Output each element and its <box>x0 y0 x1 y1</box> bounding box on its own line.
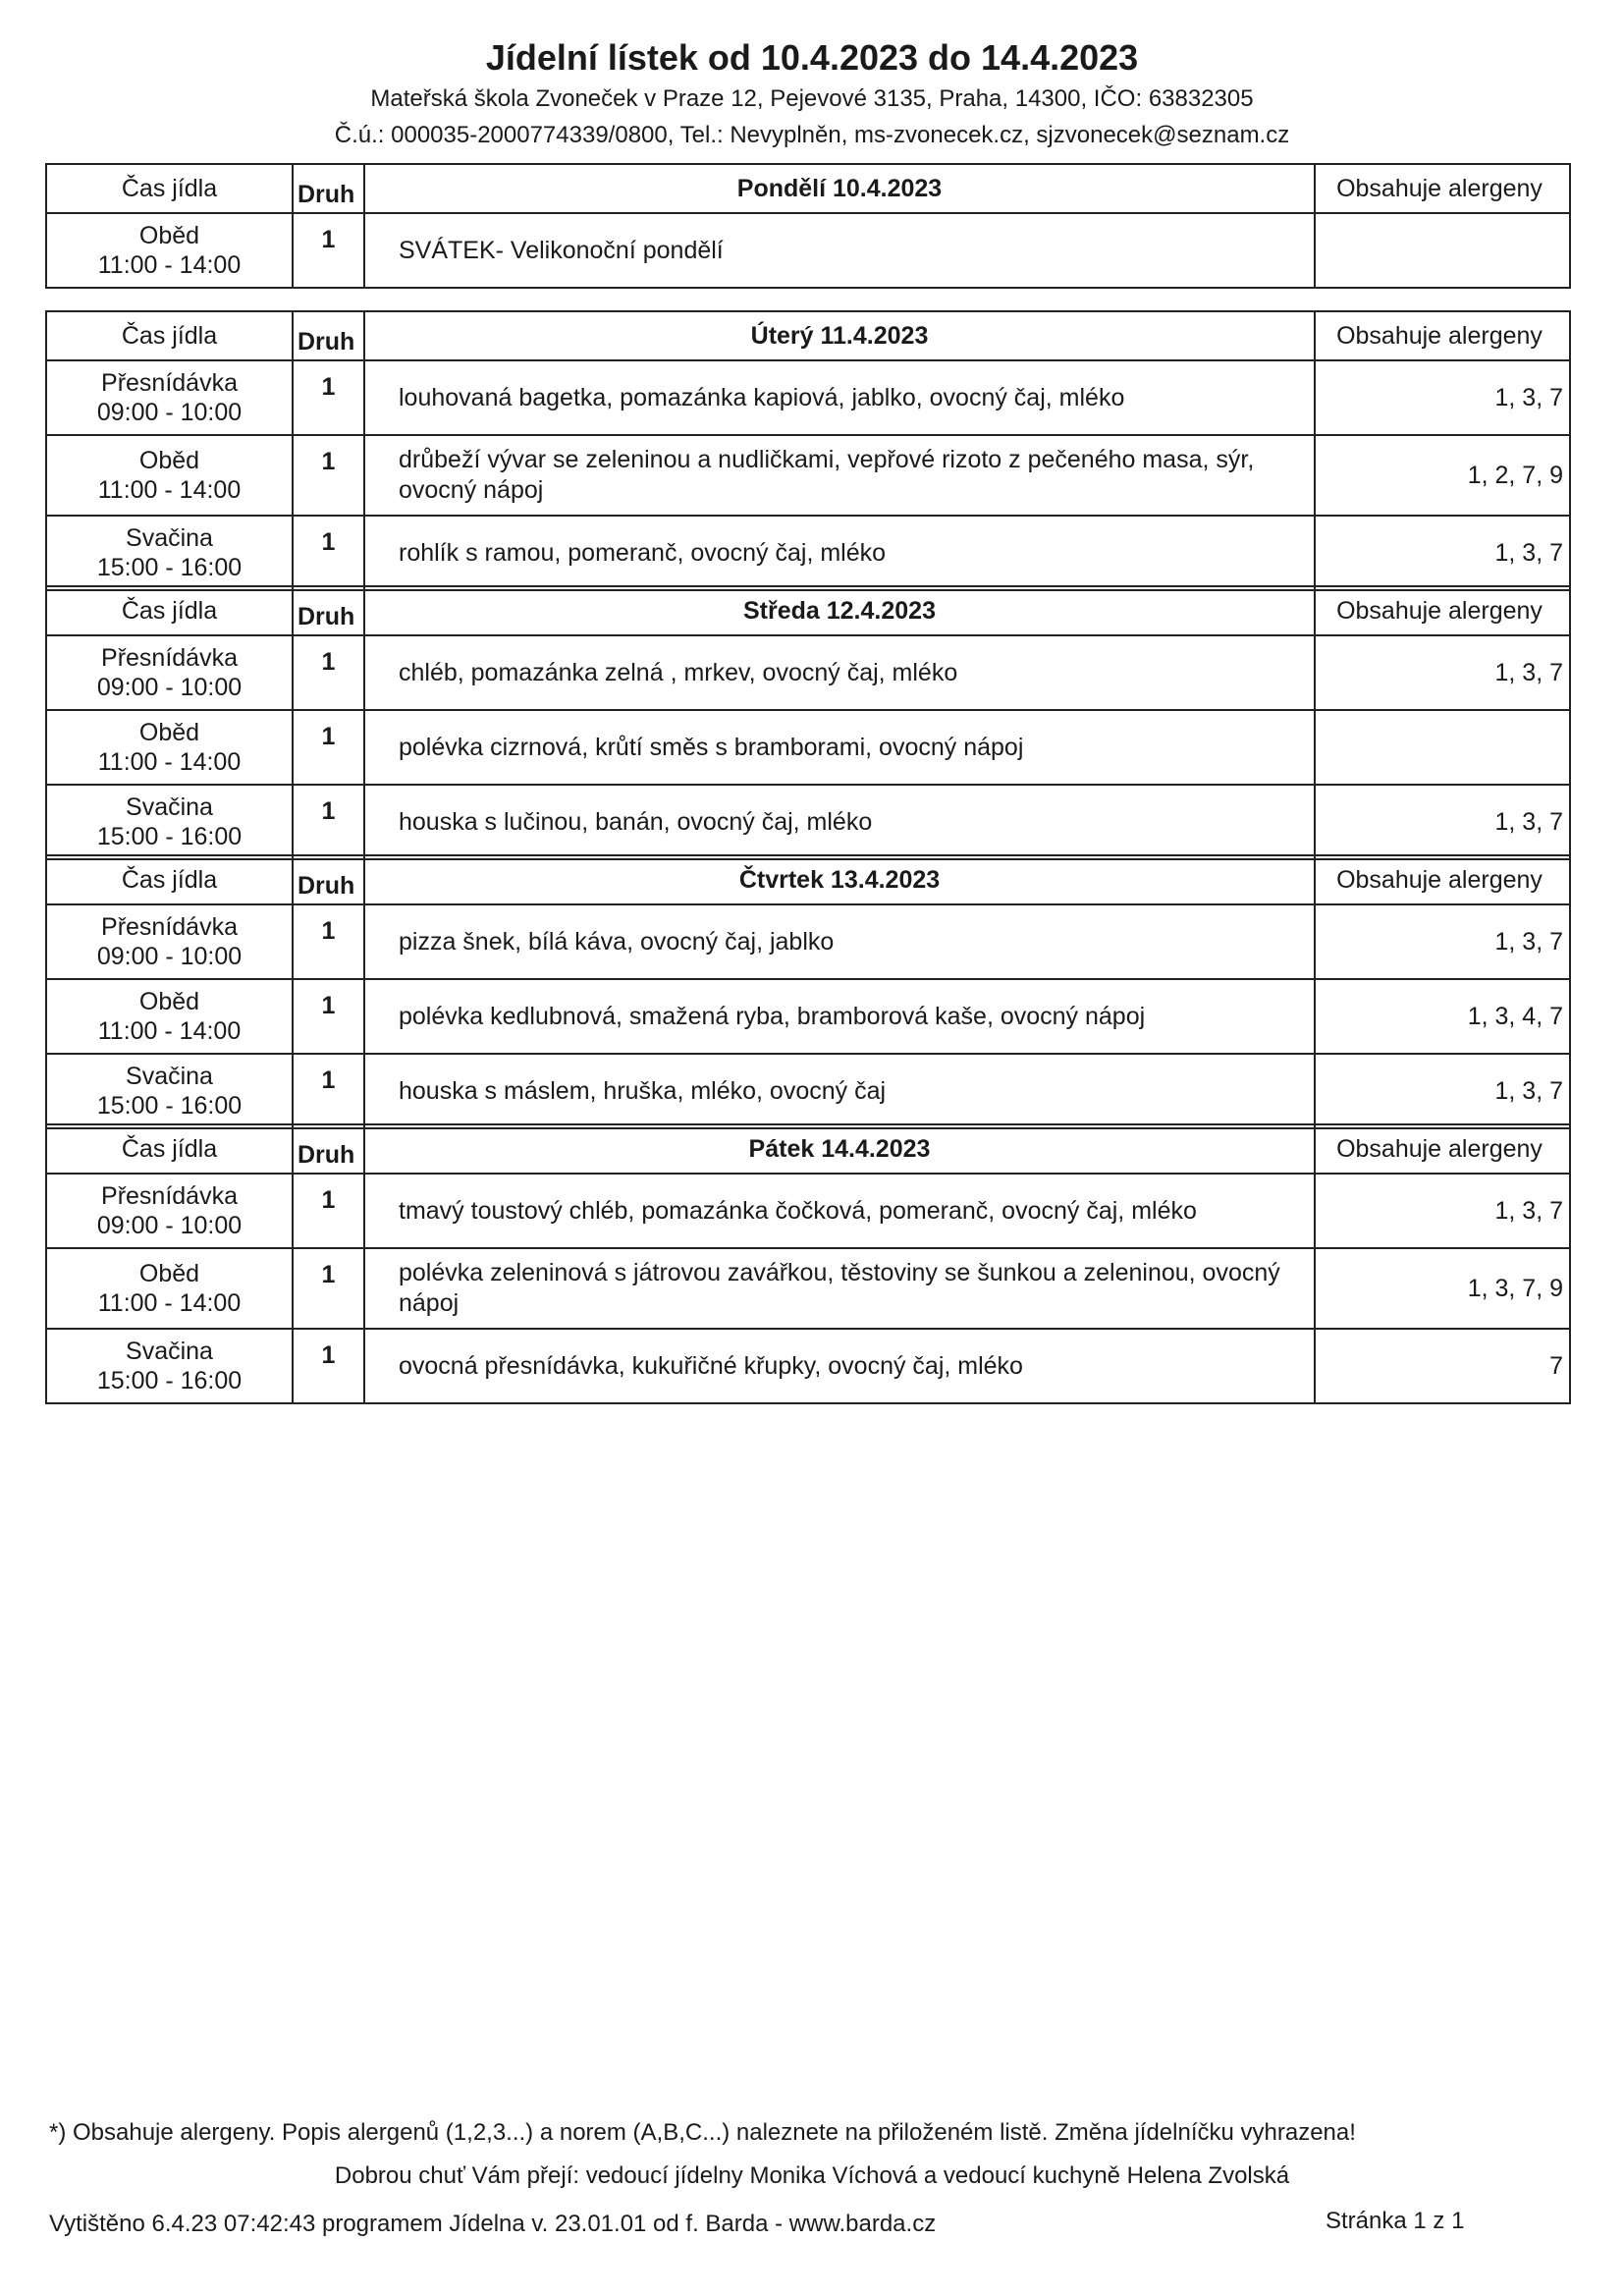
meal-time: 15:00 - 16:00 <box>96 1367 243 1394</box>
meal-row <box>46 979 1570 1054</box>
meal-menu: drůbeží vývar se zeleninou a nudličkami, vepřové rizoto z pečeného masa, sýr, ovocný nápoj <box>364 435 1315 516</box>
meal-allergens: 7 <box>1315 1329 1570 1403</box>
meal-row <box>46 1174 1570 1248</box>
col-allergens-header: Obsahuje alergeny <box>1315 311 1570 360</box>
col-time-header: Čas jídla <box>46 164 293 213</box>
day-date: Úterý 11.4.2023 <box>364 311 1315 360</box>
day-table-tuesday <box>45 310 1571 591</box>
meal-name: Oběd <box>138 719 200 746</box>
meal-allergens: 1, 3, 7 <box>1315 516 1570 590</box>
meal-time: 11:00 - 14:00 <box>97 1289 242 1317</box>
meal-time: 09:00 - 10:00 <box>96 943 243 970</box>
meal-name: Svačina <box>126 1338 213 1365</box>
day-header-row <box>46 164 1570 213</box>
meal-menu: polévka zeleninová s játrovou zavářkou, těstoviny se šunkou a zeleninou, ovocný nápoj <box>364 1248 1315 1329</box>
meal-kind: 1 <box>293 1174 364 1248</box>
meal-allergens: 1, 2, 7, 9 <box>1315 435 1570 516</box>
meal-row <box>46 710 1570 785</box>
meal-time-cell <box>46 979 293 1054</box>
meal-time: 11:00 - 14:00 <box>97 748 242 776</box>
meal-allergens: 1, 3, 7 <box>1315 1054 1570 1128</box>
meal-time-cell <box>46 785 293 859</box>
meal-row <box>46 435 1570 516</box>
meal-kind: 1 <box>293 1248 364 1329</box>
meal-row <box>46 785 1570 859</box>
day-table-friday <box>45 1123 1571 1404</box>
meal-time-cell <box>46 1329 293 1403</box>
meal-time-cell <box>46 360 293 435</box>
day-date: Čtvrtek 13.4.2023 <box>364 855 1315 904</box>
meal-kind: 1 <box>293 904 364 979</box>
meal-time-cell <box>46 1054 293 1128</box>
col-allergens-header: Obsahuje alergeny <box>1315 1124 1570 1174</box>
meal-time: 09:00 - 10:00 <box>96 1212 243 1239</box>
meal-time-cell <box>46 635 293 710</box>
meal-time-cell <box>46 1248 293 1329</box>
meal-row <box>46 360 1570 435</box>
meal-menu: ovocná přesnídávka, kukuřičné křupky, ovocný čaj, mléko <box>364 1329 1315 1403</box>
meal-time: 15:00 - 16:00 <box>96 823 243 850</box>
col-allergens-header: Obsahuje alergeny <box>1315 855 1570 904</box>
meal-name: Svačina <box>126 524 213 552</box>
meal-name: Oběd <box>138 222 200 249</box>
meal-kind: 1 <box>293 979 364 1054</box>
meal-allergens: 1, 3, 7 <box>1315 785 1570 859</box>
meal-kind: 1 <box>293 785 364 859</box>
contact-info: Č.ú.: 000035-2000774339/0800, Tel.: Nevyplněn, ms-zvonecek.cz, sjzvonecek@seznam.cz <box>334 122 1290 148</box>
meal-row <box>46 635 1570 710</box>
day-date: Pátek 14.4.2023 <box>364 1124 1315 1174</box>
meal-time-cell <box>46 710 293 785</box>
col-allergens-header: Obsahuje alergeny <box>1315 164 1570 213</box>
meal-time-cell <box>46 904 293 979</box>
meal-name: Přesnídávka <box>101 913 238 941</box>
meal-allergens: 1, 3, 4, 7 <box>1315 979 1570 1054</box>
page-number: Stránka 1 z 1 <box>1326 2208 1465 2234</box>
col-kind-header: Druh <box>293 855 364 904</box>
meal-row <box>46 1054 1570 1128</box>
day-header-row <box>46 586 1570 635</box>
col-time-header: Čas jídla <box>46 855 293 904</box>
meal-allergens: 1, 3, 7, 9 <box>1315 1248 1570 1329</box>
meal-time: 11:00 - 14:00 <box>97 476 242 504</box>
meal-row <box>46 1329 1570 1403</box>
meal-name: Oběd <box>138 988 200 1015</box>
meal-menu: houska s máslem, hruška, mléko, ovocný čaj <box>364 1054 1315 1128</box>
meal-time: 09:00 - 10:00 <box>96 674 243 701</box>
meal-menu: SVÁTEK- Velikonoční pondělí <box>364 213 1315 288</box>
meal-menu: louhovaná bagetka, pomazánka kapiová, jablko, ovocný čaj, mléko <box>364 360 1315 435</box>
day-date: Pondělí 10.4.2023 <box>364 164 1315 213</box>
meal-time: 11:00 - 14:00 <box>97 251 242 279</box>
col-time-header: Čas jídla <box>46 586 293 635</box>
meal-menu: rohlík s ramou, pomeranč, ovocný čaj, mléko <box>364 516 1315 590</box>
col-kind-header: Druh <box>293 586 364 635</box>
meal-row <box>46 516 1570 590</box>
day-date: Středa 12.4.2023 <box>364 586 1315 635</box>
meal-menu: chléb, pomazánka zelná , mrkev, ovocný čaj, mléko <box>364 635 1315 710</box>
col-time-header: Čas jídla <box>46 1124 293 1174</box>
col-kind-header: Druh <box>293 311 364 360</box>
meal-kind: 1 <box>293 1054 364 1128</box>
meal-allergens <box>1315 213 1570 288</box>
meal-menu: polévka kedlubnová, smažená ryba, bramborová kaše, ovocný nápoj <box>364 979 1315 1054</box>
page-header <box>0 35 1624 153</box>
col-time-header: Čas jídla <box>46 311 293 360</box>
day-table-monday <box>45 163 1571 289</box>
page-title: Jídelní lístek od 10.4.2023 do 14.4.2023 <box>485 37 1139 78</box>
meal-row <box>46 904 1570 979</box>
meal-kind: 1 <box>293 213 364 288</box>
col-kind-header: Druh <box>293 1124 364 1174</box>
day-header-row <box>46 855 1570 904</box>
col-allergens-header: Obsahuje alergeny <box>1315 586 1570 635</box>
meal-name: Přesnídávka <box>101 369 238 397</box>
meal-time-cell <box>46 1174 293 1248</box>
meal-allergens: 1, 3, 7 <box>1315 904 1570 979</box>
meal-kind: 1 <box>293 435 364 516</box>
meal-kind: 1 <box>293 516 364 590</box>
meal-menu: polévka cizrnová, krůtí směs s bramborami, ovocný nápoj <box>364 710 1315 785</box>
meal-menu: houska s lučinou, banán, ovocný čaj, mléko <box>364 785 1315 859</box>
meal-time-cell <box>46 213 293 288</box>
allergen-note: *) Obsahuje alergeny. Popis alergenů (1,2,3...) a norem (A,B,C...) naleznete na přiloženém listě. Změna jídelníčku vyhrazena! <box>49 2119 1356 2146</box>
col-kind-header: Druh <box>293 164 364 213</box>
meal-allergens: 1, 3, 7 <box>1315 1174 1570 1248</box>
meal-name: Přesnídávka <box>101 644 238 672</box>
meal-time: 11:00 - 14:00 <box>97 1017 242 1045</box>
meal-time: 15:00 - 16:00 <box>96 554 243 581</box>
meal-allergens <box>1315 710 1570 785</box>
meal-allergens: 1, 3, 7 <box>1315 360 1570 435</box>
meal-name: Oběd <box>138 447 200 474</box>
printed-info: Vytištěno 6.4.23 07:42:43 programem Jídelna v. 23.01.01 od f. Barda - www.barda.cz <box>49 2211 937 2237</box>
meal-time: 09:00 - 10:00 <box>96 399 243 426</box>
meal-kind: 1 <box>293 635 364 710</box>
school-info: Mateřská škola Zvoneček v Praze 12, Pejevové 3135, Praha, 14300, IČO: 63832305 <box>370 85 1254 112</box>
meal-row <box>46 213 1570 288</box>
day-table-wednesday <box>45 585 1571 860</box>
meal-kind: 1 <box>293 360 364 435</box>
meal-name: Svačina <box>126 1063 213 1090</box>
meal-time-cell <box>46 516 293 590</box>
meal-name: Oběd <box>138 1260 200 1287</box>
greeting: Dobrou chuť Vám přejí: vedoucí jídelny Monika Víchová a vedoucí kuchyně Helena Zvolská <box>334 2162 1290 2189</box>
meal-name: Svačina <box>126 793 213 821</box>
day-header-row <box>46 1124 1570 1174</box>
meal-time: 15:00 - 16:00 <box>96 1092 243 1120</box>
meal-allergens: 1, 3, 7 <box>1315 635 1570 710</box>
meal-time-cell <box>46 435 293 516</box>
day-table-thursday <box>45 854 1571 1129</box>
meal-menu: pizza šnek, bílá káva, ovocný čaj, jablko <box>364 904 1315 979</box>
meal-row <box>46 1248 1570 1329</box>
meal-menu: tmavý toustový chléb, pomazánka čočková, pomeranč, ovocný čaj, mléko <box>364 1174 1315 1248</box>
meal-kind: 1 <box>293 1329 364 1403</box>
meal-name: Přesnídávka <box>101 1182 238 1210</box>
meal-kind: 1 <box>293 710 364 785</box>
day-header-row <box>46 311 1570 360</box>
